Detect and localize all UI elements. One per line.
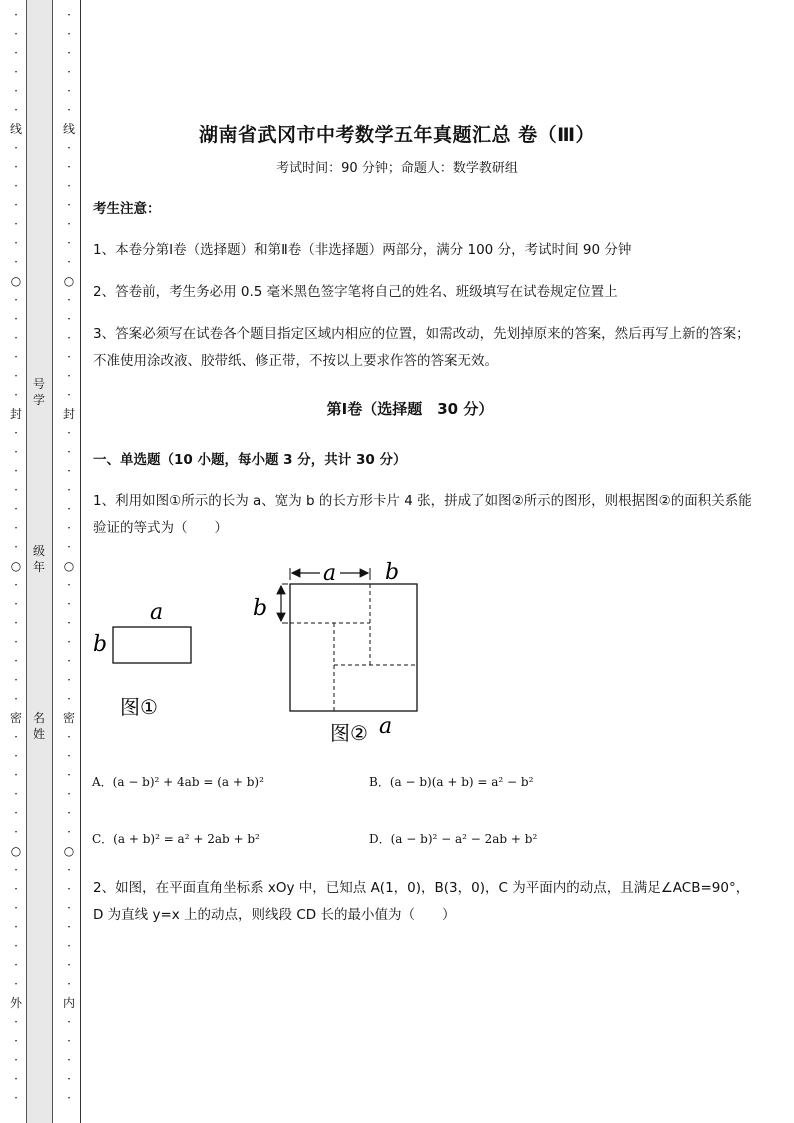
seal-circle: ○	[63, 274, 75, 288]
exam-title: 湖南省武冈市中考数学五年真题汇总 卷（Ⅲ）	[198, 124, 596, 146]
fig1-caption: 图①	[120, 695, 158, 719]
fig1-label-a: a	[150, 600, 164, 625]
option-d[interactable]: D．(a − b)² − a² − 2ab + b²	[369, 832, 538, 846]
fig2-caption: 图②	[330, 721, 368, 745]
fig2-label-a-bottom: a	[379, 714, 393, 739]
fig1-label-b: b	[93, 632, 108, 657]
exam-subtitle: 考试时间：90 分钟；命题人：数学教研组	[276, 161, 518, 176]
notice-heading: 考生注意：	[93, 201, 161, 217]
inner-seal-column: · · · · · · 线 · · · · · · · ○ · · · · · · 封 · · · · · · · ○ · · · · · · · 密 · · · · · · ○ · · · · · · · 内 · · · · ·	[63, 8, 76, 1105]
outer-seal-column: · · · · · · 线 · · · · · · · ○ · · · · · · 封 · · · · · · · ○ · · · · · · · 密 · · · · · · ○ · · · · · · · 外 · · · · ·	[10, 8, 23, 1105]
notice-item: 1、本卷分第Ⅰ卷（选择题）和第Ⅱ卷（非选择题）两部分，满分 100 分，考试时间 90 分钟	[93, 242, 632, 258]
option-a[interactable]: A．(a − b)² + 4ab = (a + b)²	[92, 775, 264, 789]
seal-mark: 内	[63, 996, 76, 1010]
figure-2	[248, 558, 438, 748]
card-rectangle	[113, 627, 191, 663]
question-2-text: 2、如图，在平面直角坐标系 xOy 中，已知点 A(1，0)，B(3，0)，C 为平面内的动点，且满足∠ACB=90°，D 为直线 y=x 上的动点，则线段 CD 长的最小值为（ ）	[93, 880, 750, 923]
name-label: 名姓	[32, 711, 45, 741]
figure-1	[88, 596, 208, 724]
question-1-text: 1、利用如图①所示的长为 a、宽为 b 的长方形卡片 4 张，拼成了如图②所示的图形，则根据图②的面积关系能验证的等式为（ ）	[93, 493, 752, 536]
outer-square	[290, 584, 417, 711]
seal-circle: ○	[10, 844, 22, 858]
seal-circle: ○	[63, 559, 75, 573]
grade-label: 级年	[32, 544, 45, 574]
seal-mark: 密	[63, 711, 76, 725]
part-heading: 一、单选题（10 小题，每小题 3 分，共计 30 分）	[93, 452, 407, 468]
option-c[interactable]: C．(a + b)² = a² + 2ab + b²	[92, 832, 260, 846]
seal-mark: 外	[10, 996, 23, 1010]
student-id-label: 号学	[32, 377, 45, 407]
seal-mark: 线	[63, 122, 76, 136]
seal-circle: ○	[10, 559, 22, 573]
notice-item: 3、答案必须写在试卷各个题目指定区域内相应的位置，如需改动，先划掉原来的答案，然后再写上新的答案；不准使用涂改液、胶带纸、修正带，不按以上要求作答的答案无效。	[93, 326, 750, 369]
fig2-label-b-top: b	[385, 560, 400, 585]
notice-item: 2、答卷前，考生务必用 0.5 毫米黑色签字笔将自己的姓名、班级填写在试卷规定位置上	[93, 284, 618, 300]
seal-circle: ○	[63, 844, 75, 858]
fig2-label-a-top: a	[323, 561, 337, 586]
section-title: 第Ⅰ卷（选择题 30 分）	[326, 400, 494, 418]
seal-mark: 封	[10, 407, 23, 421]
option-b[interactable]: B．(a − b)(a + b) = a² − b²	[369, 775, 534, 789]
seal-mark: 密	[10, 711, 23, 725]
seal-mark: 封	[63, 407, 76, 421]
seal-mark: 线	[10, 122, 23, 136]
seal-circle: ○	[10, 274, 22, 288]
fig2-label-b-left: b	[253, 596, 268, 621]
